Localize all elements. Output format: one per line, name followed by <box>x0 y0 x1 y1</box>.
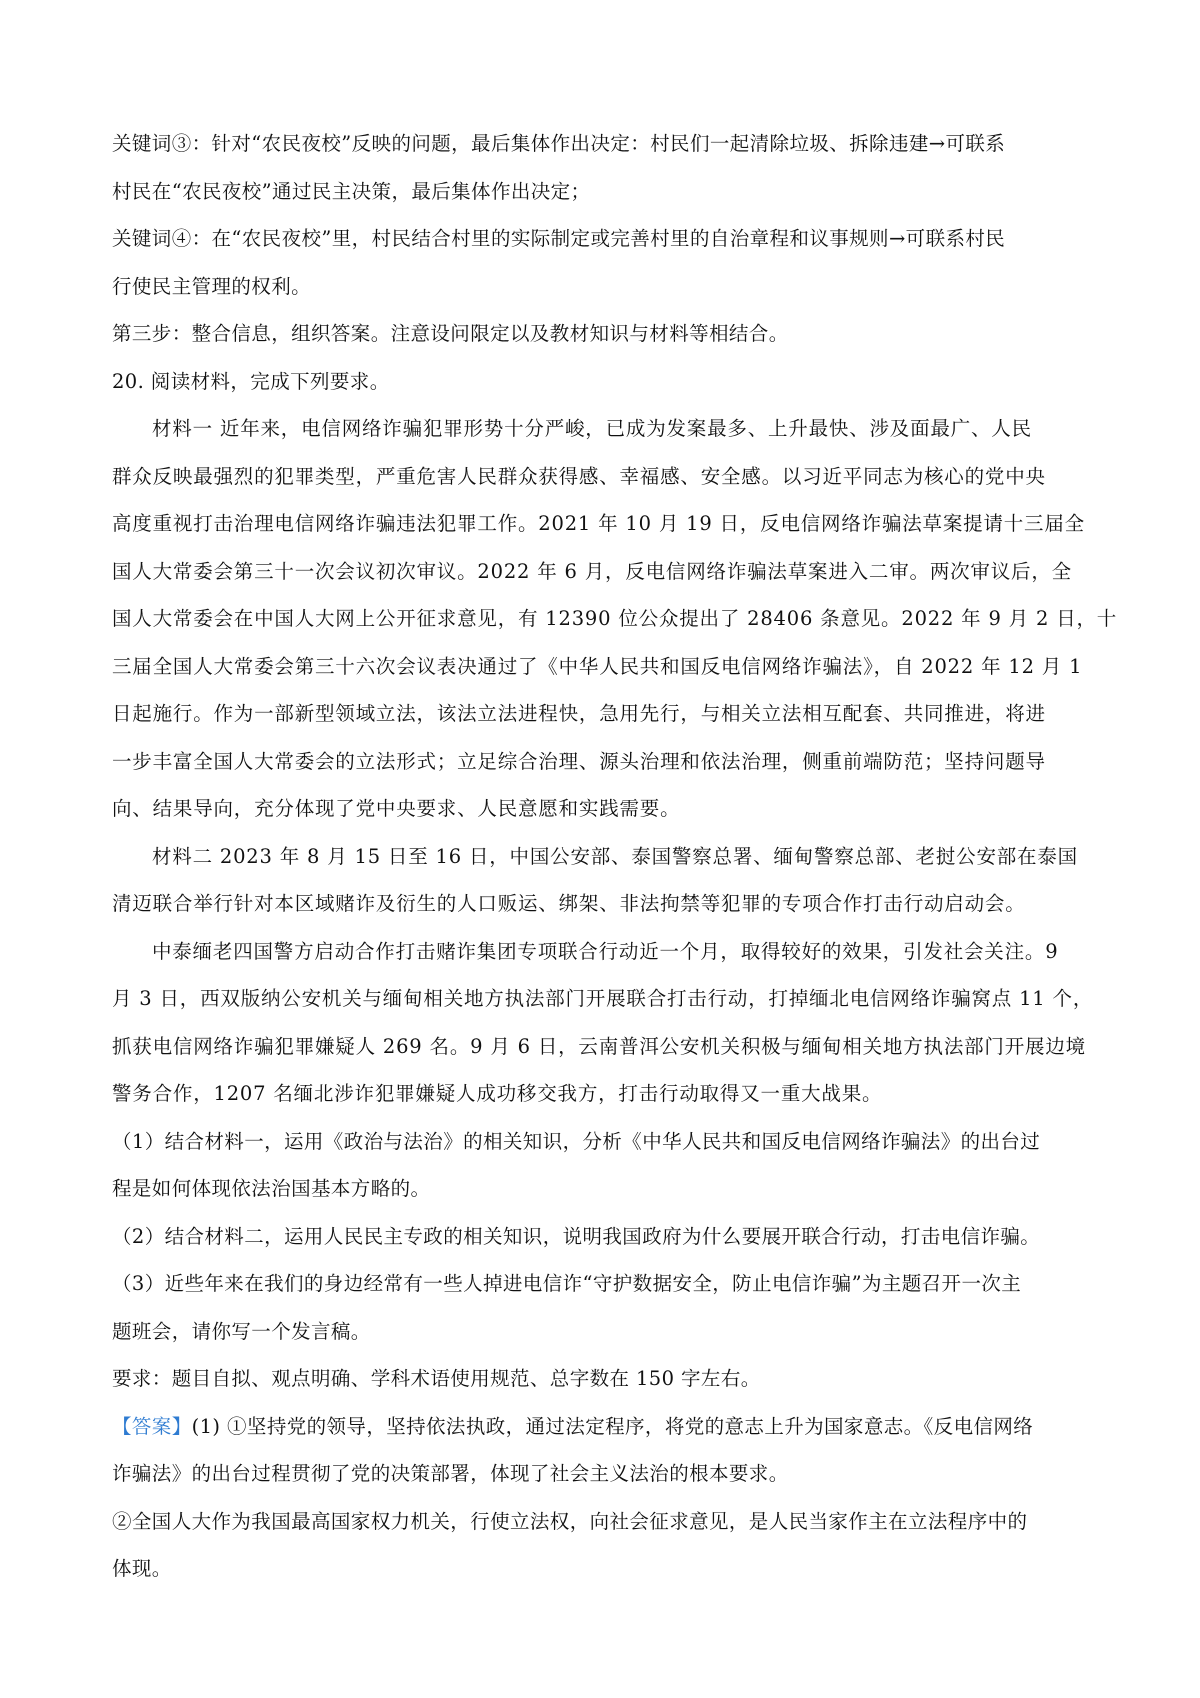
material-two-line: 材料二 2023 年 8 月 15 日至 16 日，中国公安部、泰国警察总署、缅甸警察总部、老挝公安部在泰国 <box>152 844 1078 868</box>
material-one-line: 群众反映最强烈的犯罪类型，严重危害人民群众获得感、幸福感、安全感。以习近平同志为核心的党中央 <box>112 464 1046 488</box>
question-line: （2）结合材料二，运用人民民主专政的相关知识，说明我国政府为什么要展开联合行动，打击电信诈骗。 <box>112 1224 1041 1248</box>
text-line: 关键词③：针对“农民夜校”反映的问题，最后集体作出决定：村民们一起清除垃圾、拆除违建→可联系 <box>112 132 1006 155</box>
answer-line <box>112 1403 1092 1451</box>
text-line: 第三步：整合信息，组织答案。注意设问限定以及教材知识与材料等相结合。 <box>112 322 789 345</box>
question-heading: 20. 阅读材料，完成下列要求。 <box>112 369 390 393</box>
question-line: 题班会，请你写一个发言稿。 <box>112 1319 371 1343</box>
material-one-line: 材料一 近年来，电信网络诈骗犯罪形势十分严峻，已成为发案最多、上升最快、涉及面最广、人民 <box>152 417 1032 440</box>
material-one-line: 国人大常委会第三十一次会议初次审议。2022 年 6 月，反电信网络诈骗法草案进入二审。两次审议后，全 <box>112 559 1072 583</box>
answer-line: 诈骗法》的出台过程贯彻了党的决策部署，体现了社会主义法治的根本要求。 <box>112 1462 789 1485</box>
text-line: 行使民主管理的权利。 <box>112 274 312 298</box>
answer-line: ②全国人大作为我国最高国家权力机关，行使立法权，向社会征求意见，是人民当家作主在立法程序中的 <box>112 1509 1028 1533</box>
answer-text: (1) ①坚持党的领导，坚持依法执政，通过法定程序，将党的意志上升为国家意志。《反电信网络 <box>191 1414 1034 1438</box>
material-one-line: 国人大常委会在中国人大网上公开征求意见，有 12390 位公众提出了 28406 条意见。2022 年 9 月 2 日，十 <box>112 607 1118 630</box>
material-one-line: 日起施行。作为一部新型领域立法，该法立法进程快，急用先行，与相关立法相互配套、共同推进，将进 <box>112 702 1046 725</box>
answer-line: 体现。 <box>112 1557 172 1580</box>
material-two-line: 清迈联合举行针对本区域赌诈及衍生的人口贩运、绑架、非法拘禁等犯罪的专项合作打击行动启动会。 <box>112 892 1026 915</box>
material-two-line: 月 3 日，西双版纳公安机关与缅甸相关地方执法部门开展联合打击行动，打掉缅北电信网络诈骗窝点 11 个， <box>112 987 1094 1010</box>
material-one-line: 一步丰富全国人大常委会的立法形式；立足综合治理、源头治理和依法治理，侧重前端防范；坚持问题导 <box>112 749 1046 773</box>
text-line: 村民在“农民夜校”通过民主决策，最后集体作出决定； <box>112 179 591 203</box>
question-line: （1）结合材料一，运用《政治与法治》的相关知识，分析《中华人民共和国反电信网络诈骗法》的出台过 <box>112 1129 1041 1153</box>
requirement-line: 要求：题目自拟、观点明确、学科术语使用规范、总字数在 150 字左右。 <box>112 1367 761 1390</box>
text-line: 关键词④：在“农民夜校”里，村民结合村里的实际制定或完善村里的自治章程和议事规则→可联系村民 <box>112 227 1006 250</box>
question-line: 程是如何体现依法治国基本方略的。 <box>112 1177 431 1200</box>
material-one-line: 向、结果导向，充分体现了党中央要求、人民意愿和实践需要。 <box>112 797 681 820</box>
material-two-line: 抓获电信网络诈骗犯罪嫌疑人 269 名。9 月 6 日，云南普洱公安机关积极与缅甸相关地方执法部门开展边境 <box>112 1034 1086 1058</box>
answer-tag: 【答案】 <box>112 1414 192 1438</box>
material-one-line: 三届全国人大常委会第三十六次会议表决通过了《中华人民共和国反电信网络诈骗法》，自 2022 年 12 月 1 <box>112 654 1083 678</box>
material-two-line: 中泰缅老四国警方启动合作打击赌诈集团专项联合行动近一个月，取得较好的效果，引发社会关注。9 <box>152 939 1059 963</box>
question-line: （3）近些年来在我们的身边经常有一些人掉进电信诈“守护数据安全，防止电信诈骗”为主题召开一次主 <box>112 1272 1022 1295</box>
material-one-line: 高度重视打击治理电信网络诈骗违法犯罪工作。2021 年 10 月 19 日，反电信网络诈骗法草案提请十三届全 <box>112 512 1085 535</box>
material-two-line: 警务合作，1207 名缅北涉诈犯罪嫌疑人成功移交我方，打击行动取得又一重大战果。 <box>112 1082 883 1105</box>
